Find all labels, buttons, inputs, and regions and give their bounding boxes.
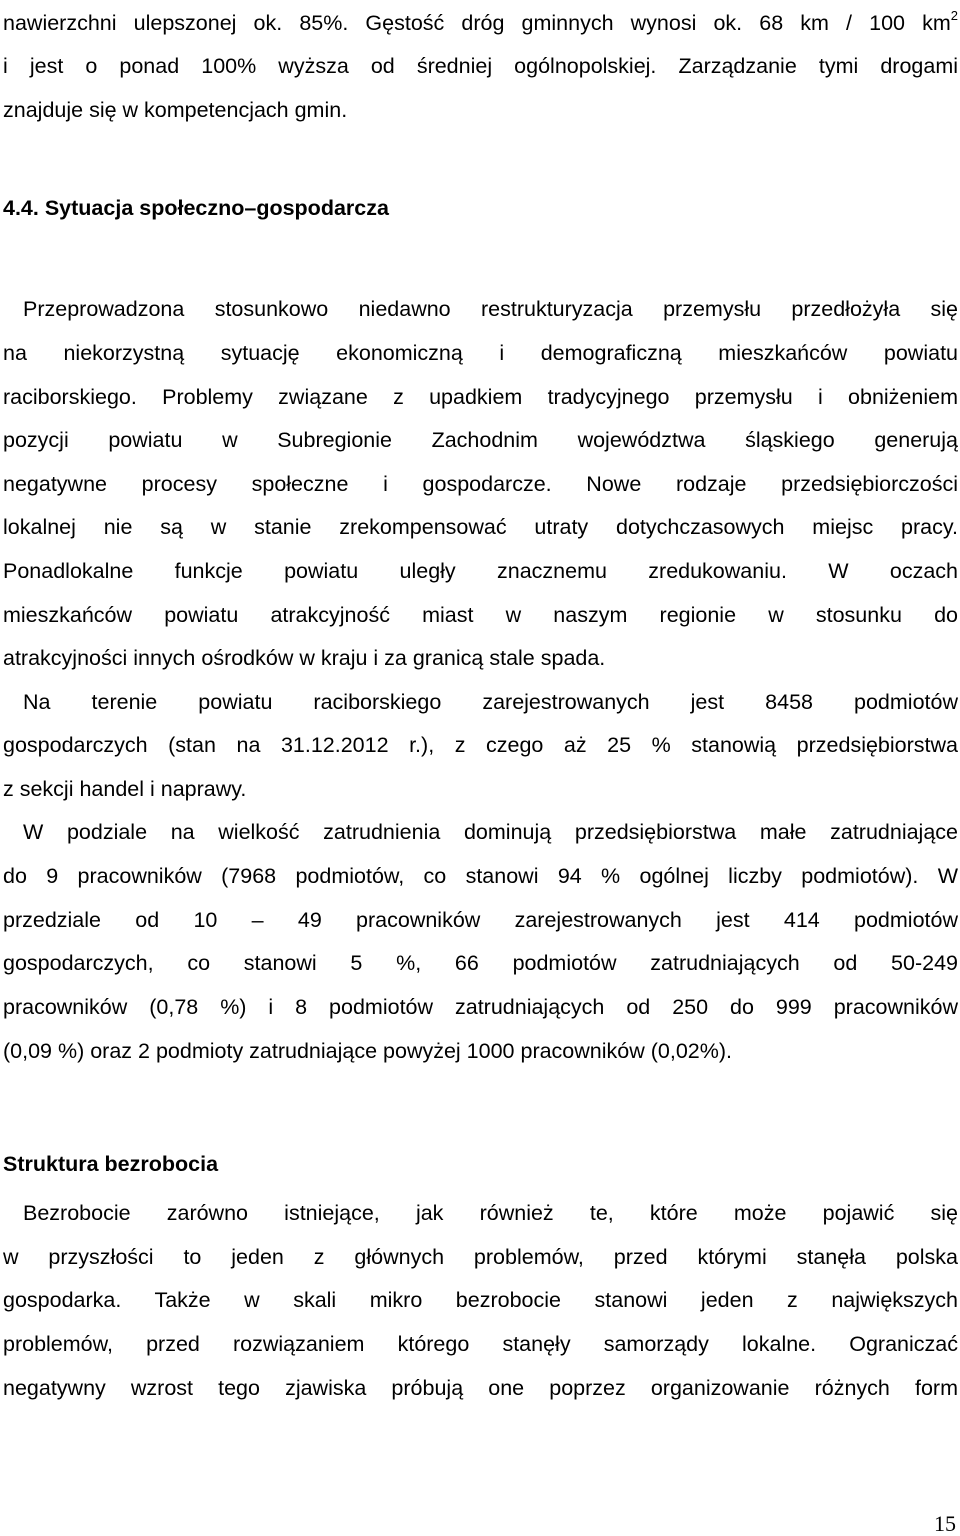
paragraph-1-line: negatywne procesy społeczne i gospodarcze. Nowe rodzaje przedsiębiorczości: [3, 472, 958, 496]
paragraph-1-line: Ponadlokalne funkcje powiatu uległy znacznemu zredukowaniu. W oczach: [3, 559, 958, 583]
unemployment-heading: Struktura bezrobocia: [3, 1152, 219, 1176]
paragraph-3-line: pracowników (0,78 %) i 8 podmiotów zatrudniających od 250 do 999 pracowników: [3, 995, 958, 1019]
paragraph-1-line: raciborskiego. Problemy związane z upadkiem tradycyjnego przemysłu i obniżeniem: [3, 385, 958, 409]
paragraph-1-line: atrakcyjności innych ośrodków w kraju i za granicą stale spada.: [3, 646, 606, 670]
paragraph-3-line: do 9 pracowników (7968 podmiotów, co stanowi 94 % ogólnej liczby podmiotów). W: [3, 864, 958, 888]
superscript-2: 2: [950, 8, 958, 23]
paragraph-1-line: na niekorzystną sytuację ekonomiczną i demograficzną mieszkańców powiatu: [3, 341, 958, 365]
intro-line-1: [3, 9, 958, 40]
paragraph-1-line: Przeprowadzona stosunkowo niedawno restrukturyzacja przemysłu przedłożyła się: [23, 297, 958, 321]
unemployment-paragraph-line: Bezrobocie zarówno istniejące, jak również te, które może pojawić się: [23, 1201, 958, 1225]
intro-line-1-text: nawierzchni ulepszonej ok. 85%. Gęstość dróg gminnych wynosi ok. 68 km / 100 km: [3, 11, 951, 35]
intro-line-2: i jest o ponad 100% wyższa od średniej ogólnopolskiej. Zarządzanie tymi drogami: [3, 54, 958, 78]
section-heading: 4.4. Sytuacja społeczno–gospodarcza: [3, 196, 389, 220]
page-number: 15: [934, 1511, 956, 1536]
paragraph-3-line: gospodarczych, co stanowi 5 %, 66 podmiotów zatrudniających od 50-249: [3, 951, 958, 975]
unemployment-paragraph-line: w przyszłości to jeden z głównych problemów, przed którymi stanęła polska: [3, 1245, 958, 1269]
unemployment-paragraph-line: gospodarka. Także w skali mikro bezrobocie stanowi jeden z największych: [3, 1288, 958, 1312]
paragraph-1-line: lokalnej nie są w stanie zrekompensować utraty dotychczasowych miejsc pracy.: [3, 515, 958, 539]
paragraph-1-line: pozycji powiatu w Subregionie Zachodnim województwa śląskiego generują: [3, 428, 958, 452]
intro-line-3: znajduje się w kompetencjach gmin.: [3, 98, 348, 122]
paragraph-3-line: W podziale na wielkość zatrudnienia dominują przedsiębiorstwa małe zatrudniające: [23, 820, 958, 844]
paragraph-2-line: gospodarczych (stan na 31.12.2012 r.), z czego aż 25 % stanowią przedsiębiorstwa: [3, 733, 958, 757]
unemployment-paragraph-line: negatywny wzrost tego zjawiska próbują one poprzez organizowanie różnych form: [3, 1376, 958, 1400]
unemployment-paragraph-line: problemów, przed rozwiązaniem którego stanęły samorządy lokalne. Ograniczać: [3, 1332, 958, 1356]
paragraph-3-line: (0,09 %) oraz 2 podmioty zatrudniające powyżej 1000 pracowników (0,02%).: [3, 1039, 732, 1063]
paragraph-1-line: mieszkańców powiatu atrakcyjność miast w naszym regionie w stosunku do: [3, 603, 958, 627]
paragraph-2-line: z sekcji handel i naprawy.: [3, 777, 247, 801]
paragraph-2-line: Na terenie powiatu raciborskiego zarejestrowanych jest 8458 podmiotów: [23, 690, 958, 714]
paragraph-3-line: przedziale od 10 – 49 pracowników zarejestrowanych jest 414 podmiotów: [3, 908, 958, 932]
